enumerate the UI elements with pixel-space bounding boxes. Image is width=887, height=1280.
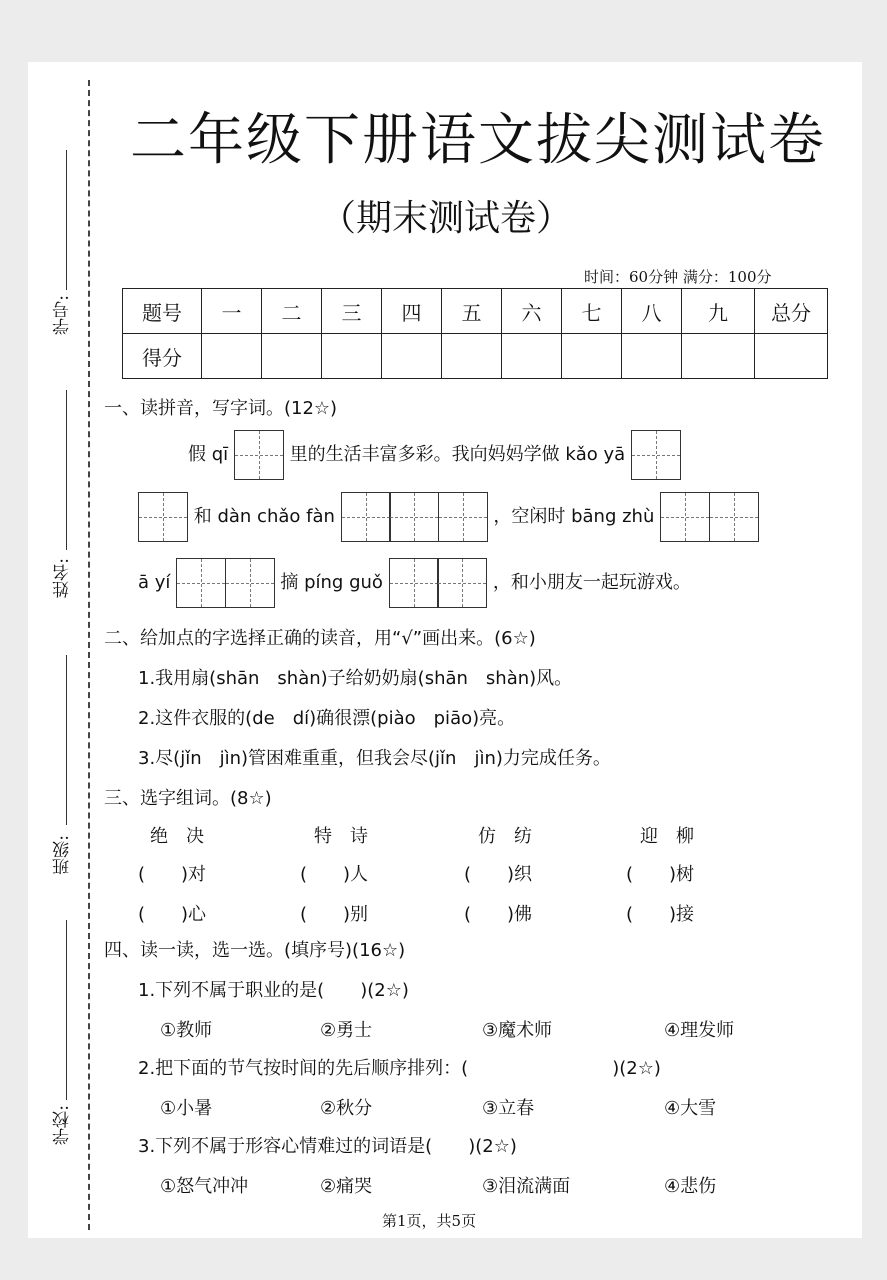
section-2-heading: 二、给加点的字选择正确的读音，用“√”画出来。(6☆) <box>104 628 536 649</box>
option[interactable]: ③魔术师 <box>482 1020 553 1041</box>
fill-blank[interactable]: ( )织 <box>464 864 533 885</box>
score-table <box>122 288 828 379</box>
fill-blank[interactable]: ( )人 <box>300 864 369 885</box>
side-rule <box>66 390 67 550</box>
side-rule <box>66 655 67 825</box>
section-1-line-1 <box>188 430 681 480</box>
fill-blank[interactable]: ( )佛 <box>464 904 533 925</box>
fill-blank[interactable]: ( )接 <box>626 904 695 925</box>
text: 里的生活丰富多彩。我向妈妈学做 kǎo yā <box>289 444 626 465</box>
section-4-q3: 3.下列不属于形容心情难过的词语是( )(2☆) <box>138 1136 517 1157</box>
student-number-label: 学号: <box>53 295 73 335</box>
section-4-q1: 1.下列不属于职业的是( )(2☆) <box>138 980 409 1001</box>
score-cell: 得分 <box>123 334 202 379</box>
score-cell: 五 <box>442 289 502 334</box>
writing-boxes[interactable] <box>341 492 488 542</box>
score-cell: 一 <box>202 289 262 334</box>
score-blank[interactable] <box>202 334 262 379</box>
option[interactable]: ④理发师 <box>664 1020 735 1041</box>
option[interactable]: ②痛哭 <box>320 1176 373 1197</box>
text: ā yí <box>138 572 171 593</box>
fill-blank[interactable]: ( )对 <box>138 864 207 885</box>
fill-blank[interactable]: ( )心 <box>138 904 207 925</box>
writing-boxes[interactable] <box>631 430 681 480</box>
option[interactable]: ②勇士 <box>320 1020 373 1041</box>
option[interactable]: ④悲伤 <box>664 1176 717 1197</box>
score-blank[interactable] <box>442 334 502 379</box>
section-3-heading: 三、选字组词。(8☆) <box>104 788 272 809</box>
text: 摘 píng guǒ <box>280 572 383 593</box>
option[interactable]: ②秋分 <box>320 1098 373 1119</box>
page-title: 二年级下册语文拔尖测试卷 <box>130 108 826 173</box>
section-1-heading: 一、读拼音，写字词。(12☆) <box>104 398 338 419</box>
page-subtitle: （期末测试卷） <box>320 198 573 239</box>
side-rule <box>66 150 67 290</box>
section-1-line-2 <box>138 492 759 542</box>
binding-line <box>88 80 90 1230</box>
name-label: 姓名: <box>53 558 73 598</box>
char-pair: 绝 决 <box>150 826 204 847</box>
option[interactable]: ③立春 <box>482 1098 535 1119</box>
score-blank[interactable] <box>322 334 382 379</box>
score-cell: 四 <box>382 289 442 334</box>
score-cell: 八 <box>622 289 682 334</box>
section-1-line-3 <box>138 558 691 608</box>
section-4-heading: 四、读一读，选一选。(填序号)(16☆) <box>104 940 406 961</box>
score-blank[interactable] <box>755 334 828 379</box>
score-blank[interactable] <box>622 334 682 379</box>
option[interactable]: ①教师 <box>160 1020 213 1041</box>
class-label: 班级: <box>53 835 73 875</box>
option[interactable]: ④大雪 <box>664 1098 717 1119</box>
option[interactable]: ③泪流满面 <box>482 1176 571 1197</box>
writing-boxes[interactable] <box>660 492 759 542</box>
score-cell: 题号 <box>123 289 202 334</box>
option[interactable]: ①小暑 <box>160 1098 213 1119</box>
score-blank[interactable] <box>262 334 322 379</box>
score-cell: 总分 <box>755 289 828 334</box>
text: 和 dàn chǎo fàn <box>193 506 335 527</box>
option[interactable]: ①怒气冲冲 <box>160 1176 249 1197</box>
section-2-q2: 2.这件衣服的(de dí)确很漂(piào piāo)亮。 <box>138 708 516 729</box>
text: ，空闲时 bāng zhù <box>493 506 655 527</box>
writing-boxes[interactable] <box>389 558 488 608</box>
writing-boxes[interactable] <box>176 558 275 608</box>
fill-blank[interactable]: ( )树 <box>626 864 695 885</box>
score-blank[interactable] <box>502 334 562 379</box>
score-blank[interactable] <box>562 334 622 379</box>
char-pair: 迎 柳 <box>640 826 694 847</box>
text: 假 qī <box>188 444 229 465</box>
score-cell: 九 <box>682 289 755 334</box>
score-blank[interactable] <box>682 334 755 379</box>
page-footer: 第1页，共5页 <box>382 1212 477 1230</box>
char-pair: 特 诗 <box>314 826 368 847</box>
score-cell: 三 <box>322 289 382 334</box>
score-cell: 七 <box>562 289 622 334</box>
char-pair: 仿 纺 <box>478 826 532 847</box>
score-blank[interactable] <box>382 334 442 379</box>
score-cell: 二 <box>262 289 322 334</box>
section-2-q1: 1.我用扇(shān shàn)子给奶奶扇(shān shàn)风。 <box>138 668 573 689</box>
text: ，和小朋友一起玩游戏。 <box>492 572 691 593</box>
exam-meta: 时间：60分钟 满分：100分 <box>584 268 772 286</box>
section-2-q3: 3.尽(jǐn jìn)管困难重重，但我会尽(jǐn jìn)力完成任务。 <box>138 748 611 769</box>
fill-blank[interactable]: ( )别 <box>300 904 369 925</box>
writing-boxes[interactable] <box>138 492 188 542</box>
writing-boxes[interactable] <box>234 430 284 480</box>
score-cell: 六 <box>502 289 562 334</box>
school-label: 学校: <box>53 1105 73 1145</box>
side-rule <box>66 920 67 1100</box>
section-4-q2: 2.把下面的节气按时间的先后顺序排列：( )(2☆) <box>138 1058 661 1079</box>
